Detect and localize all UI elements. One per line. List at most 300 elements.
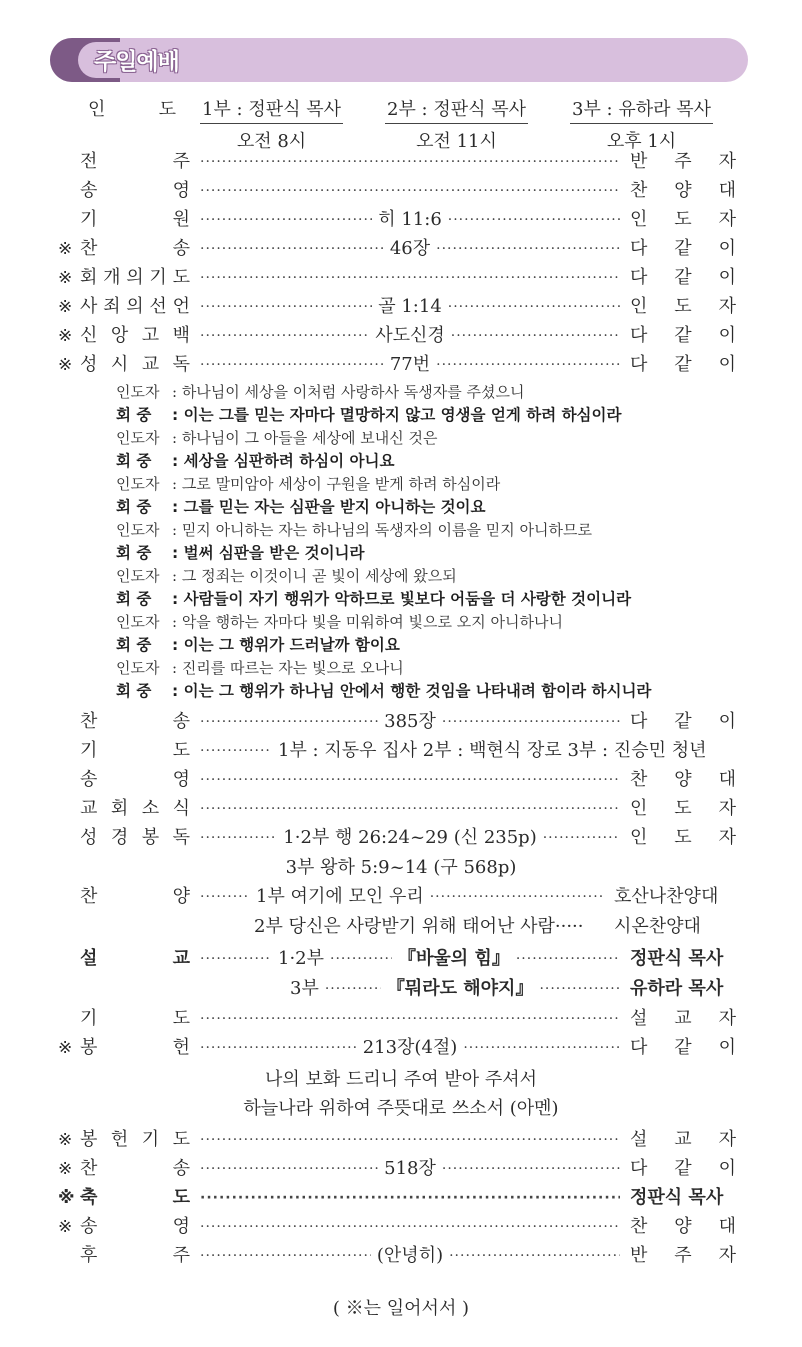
order-label bbox=[80, 1242, 190, 1270]
order-responsible bbox=[630, 322, 736, 350]
speaker: 회 중 bbox=[116, 590, 152, 608]
responsible-char: 양 bbox=[674, 180, 692, 201]
reading-text: : 그로 말미암아 세상이 구원을 받게 하려 하심이라 bbox=[172, 475, 501, 493]
leader-dots bbox=[448, 293, 620, 321]
leader-dots bbox=[200, 1005, 620, 1033]
label-char: 전 bbox=[80, 151, 98, 172]
responsible-char: 자 bbox=[718, 827, 736, 848]
label-char: 성 bbox=[80, 354, 98, 375]
leader-dots bbox=[442, 708, 620, 736]
leader-dots bbox=[200, 1213, 620, 1241]
responsible-char: 반 bbox=[630, 1245, 648, 1266]
responsible-char: 찬 bbox=[630, 180, 648, 201]
order-label bbox=[80, 293, 190, 321]
label-char: 기 bbox=[80, 1008, 98, 1029]
sermon-title: 『뭐라도 해야지』 bbox=[386, 978, 534, 999]
responsible-char: 인 bbox=[630, 209, 648, 230]
reading-text: : 이는 그 행위가 하나님 안에서 행한 것임을 나타내려 함이라 하시니라 bbox=[172, 682, 652, 700]
label-char: 봉 bbox=[80, 1129, 98, 1150]
leader-line bbox=[200, 1126, 620, 1154]
label-char: 사 bbox=[80, 296, 98, 317]
order-row bbox=[0, 206, 802, 234]
order-label bbox=[80, 351, 190, 379]
leader-line bbox=[200, 148, 620, 176]
congregation-line bbox=[116, 542, 756, 565]
leader-dots bbox=[449, 1242, 620, 1270]
label-char: 주 bbox=[172, 151, 190, 172]
reading-text: : 사람들이 자기 행위가 악하므로 빛보다 어둠을 더 사랑한 것이니라 bbox=[172, 590, 632, 608]
label-char: 고 bbox=[141, 325, 160, 346]
label-char: 기 bbox=[141, 1129, 160, 1150]
label-char: 선 bbox=[149, 296, 167, 317]
order-label bbox=[80, 322, 190, 350]
order-responsible bbox=[630, 264, 736, 292]
leader-dots bbox=[200, 206, 372, 234]
leader-dots bbox=[200, 177, 620, 205]
leader-dots bbox=[543, 824, 620, 852]
order-responsible bbox=[630, 1155, 736, 1183]
label-char: 회 bbox=[110, 798, 129, 819]
label-char: 도 bbox=[172, 1008, 190, 1029]
responsible-char: 같 bbox=[674, 354, 692, 375]
order-row bbox=[0, 766, 802, 794]
leader-line bbox=[284, 975, 620, 1003]
leader-line bbox=[200, 322, 620, 350]
label-char: 기 bbox=[80, 209, 98, 230]
label-char: 후 bbox=[80, 1245, 98, 1266]
speaker: 인도자 bbox=[116, 475, 160, 493]
label-char: 축 bbox=[80, 1187, 98, 1208]
order-responsible bbox=[630, 235, 736, 263]
responsible-char: 같 bbox=[674, 711, 692, 732]
order-row bbox=[0, 737, 802, 765]
label-char: 성 bbox=[80, 827, 98, 848]
order-label bbox=[80, 824, 190, 852]
leader-dots bbox=[200, 1126, 620, 1154]
leader-dots bbox=[200, 1034, 357, 1062]
responsible-char: 다 bbox=[630, 238, 648, 259]
responsible-char: 자 bbox=[718, 1129, 736, 1150]
responsible-char: 주 bbox=[674, 151, 692, 172]
order-row bbox=[0, 795, 802, 823]
reading-text: : 이는 그 행위가 드러날까 함이요 bbox=[172, 636, 400, 654]
leader-reading bbox=[116, 473, 756, 496]
responsible-char: 같 bbox=[674, 1037, 692, 1058]
order-responsible bbox=[630, 1213, 736, 1241]
responsible-char: 양 bbox=[674, 1216, 692, 1237]
leader-reading bbox=[116, 427, 756, 450]
order-detail: 1·2부 행 26:24~29 (신 235p) bbox=[283, 827, 537, 848]
order-row bbox=[0, 177, 802, 205]
stand-mark: ※ bbox=[58, 1159, 73, 1179]
order-detail: 골 1:14 bbox=[378, 296, 442, 317]
label-char: 찬 bbox=[80, 711, 98, 732]
preacher: 유하라 목사 bbox=[630, 978, 724, 999]
congregation-line bbox=[116, 588, 756, 611]
label-char: 언 bbox=[172, 296, 190, 317]
service-times bbox=[0, 95, 802, 153]
offering-lyric: 나의 보화 드리니 주여 받아 주셔서 bbox=[264, 1069, 538, 1090]
speaker: 회 중 bbox=[116, 406, 152, 424]
service-leader: 3부 : 유하라 목사 bbox=[570, 95, 713, 124]
label-char: 앙 bbox=[110, 325, 129, 346]
order-row bbox=[0, 1155, 802, 1183]
sermon-row bbox=[0, 945, 802, 973]
label-char: 독 bbox=[172, 827, 190, 848]
order-row bbox=[0, 708, 802, 736]
label-char: 개 bbox=[103, 267, 121, 288]
label-char: 찬 bbox=[80, 238, 98, 259]
responsible-char: 대 bbox=[718, 180, 736, 201]
label-char: 소 bbox=[141, 798, 160, 819]
order-label bbox=[80, 737, 190, 765]
order-row bbox=[0, 264, 802, 292]
leader-dots bbox=[200, 945, 272, 973]
order-responsible bbox=[630, 708, 736, 736]
responsible-char: 이 bbox=[718, 325, 736, 346]
speaker: 회 중 bbox=[116, 682, 152, 700]
responsible-char: 설 bbox=[630, 1129, 648, 1150]
order-row bbox=[0, 1005, 802, 1033]
leader-dots bbox=[330, 945, 392, 973]
leader-line bbox=[200, 351, 620, 379]
leader-reading bbox=[116, 657, 756, 680]
order-label bbox=[80, 795, 190, 823]
order-row bbox=[0, 293, 802, 321]
anthem-title: 1부 여기에 모인 우리 bbox=[256, 886, 424, 907]
responsible-char: 자 bbox=[718, 296, 736, 317]
order-responsible bbox=[630, 766, 736, 794]
leader-dots bbox=[436, 351, 620, 379]
leader-line bbox=[200, 1034, 620, 1062]
leader-dots bbox=[451, 322, 620, 350]
label-char: 경 bbox=[110, 827, 129, 848]
intro-char: 도 bbox=[158, 99, 176, 120]
order-detail: 518장 bbox=[384, 1158, 436, 1179]
order-detail: 46장 bbox=[389, 238, 431, 259]
order-detail: 1부 : 지동우 집사 2부 : 백현식 장로 3부 : 진승민 청년 bbox=[278, 740, 707, 761]
order-detail: 213장(4절) bbox=[362, 1037, 458, 1058]
leader-dots bbox=[200, 795, 620, 823]
responsible-char: 찬 bbox=[630, 769, 648, 790]
stand-mark: ※ bbox=[58, 239, 73, 259]
anthem-row bbox=[0, 883, 802, 911]
label-char: 독 bbox=[172, 354, 190, 375]
label-char: 회 bbox=[80, 267, 98, 288]
leader-line bbox=[200, 293, 620, 321]
responsible-char: 자 bbox=[718, 1245, 736, 1266]
leader-dots bbox=[463, 1034, 620, 1062]
label-char: 송 bbox=[172, 1158, 190, 1179]
responsible-char: 자 bbox=[718, 798, 736, 819]
leader-line bbox=[200, 1005, 620, 1033]
label-char: 송 bbox=[172, 711, 190, 732]
leader-dots bbox=[200, 737, 272, 765]
label-char: 영 bbox=[172, 1216, 190, 1237]
order-row bbox=[0, 322, 802, 350]
responsible-char: 인 bbox=[630, 827, 648, 848]
leader-line bbox=[200, 766, 620, 794]
stand-mark: ※ bbox=[58, 1130, 73, 1150]
leader-reading bbox=[116, 565, 756, 588]
responsible-char: 자 bbox=[718, 1008, 736, 1029]
responsible-char: 대 bbox=[718, 1216, 736, 1237]
leader-line bbox=[200, 1184, 620, 1212]
leader-dots bbox=[436, 235, 620, 263]
order-label bbox=[80, 708, 190, 736]
order-row bbox=[0, 1213, 802, 1241]
label-char: 송 bbox=[172, 238, 190, 259]
order-responsible bbox=[630, 1034, 736, 1062]
congregation-line bbox=[116, 680, 756, 703]
congregation-line bbox=[116, 634, 756, 657]
order-row bbox=[0, 235, 802, 263]
responsible-char: 인 bbox=[630, 296, 648, 317]
order-row bbox=[0, 824, 802, 852]
responsible-char: 도 bbox=[674, 209, 692, 230]
preacher: 정판식 목사 bbox=[630, 948, 724, 969]
order-row bbox=[0, 1126, 802, 1154]
label-char: 죄 bbox=[103, 296, 121, 317]
reading-text: : 이는 그를 믿는 자마다 멸망하지 않고 영생을 얻게 하려 하심이라 bbox=[172, 406, 622, 424]
responsible-char: 다 bbox=[630, 325, 648, 346]
leader-dots bbox=[442, 1155, 620, 1183]
leader-dots bbox=[200, 322, 369, 350]
reading-text: : 진리를 따르는 자는 빛으로 오나니 bbox=[172, 659, 404, 677]
responsible-char: 같 bbox=[674, 325, 692, 346]
choir-name: 시온찬양대 bbox=[614, 916, 701, 937]
sermon-service: 3부 bbox=[290, 978, 319, 999]
leader-line bbox=[200, 1213, 620, 1241]
speaker: 인도자 bbox=[116, 567, 160, 585]
responsible-char: 자 bbox=[718, 151, 736, 172]
order-responsible bbox=[630, 1005, 736, 1033]
service-3 bbox=[570, 95, 713, 153]
label-char: 교 bbox=[80, 798, 98, 819]
responsible-char: 주 bbox=[674, 1245, 692, 1266]
service-time: 오전 11시 bbox=[416, 131, 497, 152]
label-char: 양 bbox=[172, 886, 190, 907]
service-2 bbox=[385, 95, 528, 153]
leader-dots bbox=[200, 148, 620, 176]
label-char: 송 bbox=[80, 769, 98, 790]
order-label bbox=[80, 883, 190, 911]
order-detail: 77번 bbox=[389, 354, 431, 375]
order-detail: 385장 bbox=[384, 711, 436, 732]
label-char: 신 bbox=[80, 325, 98, 346]
stand-mark: ※ bbox=[58, 1038, 73, 1058]
leader-dots bbox=[200, 235, 384, 263]
label-char: 백 bbox=[172, 325, 190, 346]
service-leader: 2부 : 정판식 목사 bbox=[385, 95, 528, 124]
order-label bbox=[80, 1155, 190, 1183]
anthem-title: 2부 당신은 사랑받기 위해 태어난 사람····· bbox=[254, 916, 584, 937]
stand-mark: ※ bbox=[58, 297, 73, 317]
order-row bbox=[0, 1034, 802, 1062]
responsible-char: 도 bbox=[674, 296, 692, 317]
order-responsible bbox=[630, 824, 736, 852]
leader-dots bbox=[200, 766, 620, 794]
responsible-char: 찬 bbox=[630, 1216, 648, 1237]
leader-dots bbox=[200, 1155, 378, 1183]
order-responsible bbox=[630, 206, 736, 234]
service-leader: 1부 : 정판식 목사 bbox=[200, 95, 343, 124]
stand-mark: ※ bbox=[58, 1188, 75, 1208]
label-char: 찬 bbox=[80, 1158, 98, 1179]
leader-reading bbox=[116, 611, 756, 634]
stand-mark: ※ bbox=[58, 326, 73, 346]
label-char: 의 bbox=[126, 296, 144, 317]
leader-dots bbox=[200, 1184, 620, 1212]
order-label bbox=[80, 1005, 190, 1033]
order-detail: 히 11:6 bbox=[378, 209, 442, 230]
leader-line bbox=[200, 737, 736, 765]
label-char: 영 bbox=[172, 180, 190, 201]
leader-line bbox=[200, 177, 620, 205]
responsible-char: 설 bbox=[630, 1008, 648, 1029]
leader-line bbox=[200, 795, 620, 823]
congregation-line bbox=[116, 404, 756, 427]
reading-text: : 악을 행하는 자마다 빛을 미워하여 빛으로 오지 아니하나니 bbox=[172, 613, 563, 631]
stand-mark: ※ bbox=[58, 268, 73, 288]
leader-dots bbox=[200, 293, 372, 321]
congregation-line bbox=[116, 450, 756, 473]
reading-text: : 하나님이 그 아들을 세상에 보내신 것은 bbox=[172, 429, 438, 447]
label-char: 설 bbox=[80, 948, 98, 969]
responsible-char: 이 bbox=[718, 238, 736, 259]
responsible-char: 도 bbox=[674, 798, 692, 819]
leader-line bbox=[200, 1155, 620, 1183]
label-char: 시 bbox=[110, 354, 129, 375]
order-responsible bbox=[630, 795, 736, 823]
page-title: 주일예배 bbox=[94, 49, 179, 75]
order-row bbox=[0, 351, 802, 379]
leader-dots bbox=[200, 264, 620, 292]
speaker: 회 중 bbox=[116, 498, 152, 516]
reading-text: : 벌써 심판을 받은 것이니라 bbox=[172, 544, 365, 562]
responsible-char: 자 bbox=[718, 209, 736, 230]
stand-mark: ※ bbox=[58, 1217, 73, 1237]
responsible-char: 이 bbox=[718, 354, 736, 375]
responsible-char: 대 bbox=[718, 769, 736, 790]
responsible-char: 이 bbox=[718, 267, 736, 288]
order-label bbox=[80, 148, 190, 176]
label-char: 도 bbox=[172, 1129, 190, 1150]
order-label bbox=[80, 1213, 190, 1241]
order-label bbox=[80, 206, 190, 234]
reading-text: : 그 정죄는 이것이니 곧 빛이 세상에 왔으되 bbox=[172, 567, 457, 585]
order-detail: 사도신경 bbox=[375, 325, 445, 346]
leader-line bbox=[200, 824, 620, 852]
anthem-row bbox=[0, 913, 802, 941]
leader-dots bbox=[200, 1242, 371, 1270]
leader-line bbox=[200, 708, 620, 736]
responsible-char: 같 bbox=[674, 267, 692, 288]
leader-dots bbox=[539, 975, 620, 1003]
order-row bbox=[0, 148, 802, 176]
responsible-char: 다 bbox=[630, 711, 648, 732]
order-responsible bbox=[630, 293, 736, 321]
order-label bbox=[80, 1126, 190, 1154]
congregation-line bbox=[116, 496, 756, 519]
order-label bbox=[80, 177, 190, 205]
order-label bbox=[80, 235, 190, 263]
label-char: 도 bbox=[172, 1187, 190, 1208]
scripture-part3: 3부 왕하 5:9~14 (구 568p) bbox=[285, 857, 517, 878]
label-char: 영 bbox=[172, 769, 190, 790]
order-responsible bbox=[630, 1126, 736, 1154]
responsible-char: 다 bbox=[630, 354, 648, 375]
order-detail: (안녕히) bbox=[376, 1245, 444, 1266]
responsible-char: 같 bbox=[674, 1158, 692, 1179]
label-char: 찬 bbox=[80, 886, 98, 907]
intro-label bbox=[88, 95, 176, 121]
responsible-char: 교 bbox=[674, 1008, 692, 1029]
label-char: 도 bbox=[172, 267, 190, 288]
order-row bbox=[0, 1242, 802, 1270]
leader-dots bbox=[200, 351, 384, 379]
stand-mark: ※ bbox=[58, 355, 73, 375]
order-row bbox=[0, 1184, 802, 1212]
order-responsible bbox=[630, 351, 736, 379]
order-responsible: 정판식 목사 bbox=[630, 1187, 724, 1208]
leader-reading bbox=[116, 519, 756, 542]
leader-line bbox=[200, 945, 620, 973]
label-char: 기 bbox=[149, 267, 167, 288]
speaker: 회 중 bbox=[116, 544, 152, 562]
reading-text: : 하나님이 세상을 이처럼 사랑하사 독생자를 주셨으니 bbox=[172, 383, 525, 401]
reading-text: : 믿지 아니하는 자는 하나님의 독생자의 이름을 믿지 아니하므로 bbox=[172, 521, 592, 539]
reading-text: : 세상을 심판하려 하심이 아니요 bbox=[172, 452, 395, 470]
leader-dots bbox=[200, 883, 250, 911]
order-responsible bbox=[630, 148, 736, 176]
responsible-char: 교 bbox=[674, 1129, 692, 1150]
leader-line bbox=[200, 883, 604, 911]
responsible-char: 다 bbox=[630, 1158, 648, 1179]
order-label bbox=[80, 766, 190, 794]
leader-line bbox=[200, 264, 620, 292]
sermon-row bbox=[0, 975, 802, 1003]
leader-dots bbox=[448, 206, 620, 234]
responsible-char: 반 bbox=[630, 151, 648, 172]
speaker: 인도자 bbox=[116, 429, 160, 447]
service-1 bbox=[200, 95, 343, 153]
label-char: 기 bbox=[80, 740, 98, 761]
order-label bbox=[80, 1184, 190, 1212]
reading-text: : 그를 믿는 자는 심판을 받지 아니하는 것이요 bbox=[172, 498, 486, 516]
service-time: 오전 8시 bbox=[236, 131, 307, 152]
offering-lyric: 하늘나라 위하여 주뜻대로 쓰소서 (아멘) bbox=[243, 1098, 559, 1119]
label-char: 원 bbox=[172, 209, 190, 230]
label-char: 헌 bbox=[110, 1129, 129, 1150]
footnote: ( ※는 일어서서 ) bbox=[332, 1298, 470, 1319]
speaker: 회 중 bbox=[116, 452, 152, 470]
responsible-char: 이 bbox=[718, 1037, 736, 1058]
responsible-char: 다 bbox=[630, 1037, 648, 1058]
sermon-service: 1·2부 bbox=[278, 948, 325, 969]
speaker: 인도자 bbox=[116, 521, 160, 539]
label-char: 봉 bbox=[141, 827, 160, 848]
leader-line bbox=[200, 206, 620, 234]
responsible-char: 인 bbox=[630, 798, 648, 819]
label-char: 도 bbox=[172, 740, 190, 761]
responsible-char: 다 bbox=[630, 267, 648, 288]
label-char: 헌 bbox=[172, 1037, 190, 1058]
order-responsible bbox=[630, 177, 736, 205]
responsible-char: 같 bbox=[674, 238, 692, 259]
leader-dots bbox=[200, 708, 378, 736]
responsible-char: 양 bbox=[674, 769, 692, 790]
